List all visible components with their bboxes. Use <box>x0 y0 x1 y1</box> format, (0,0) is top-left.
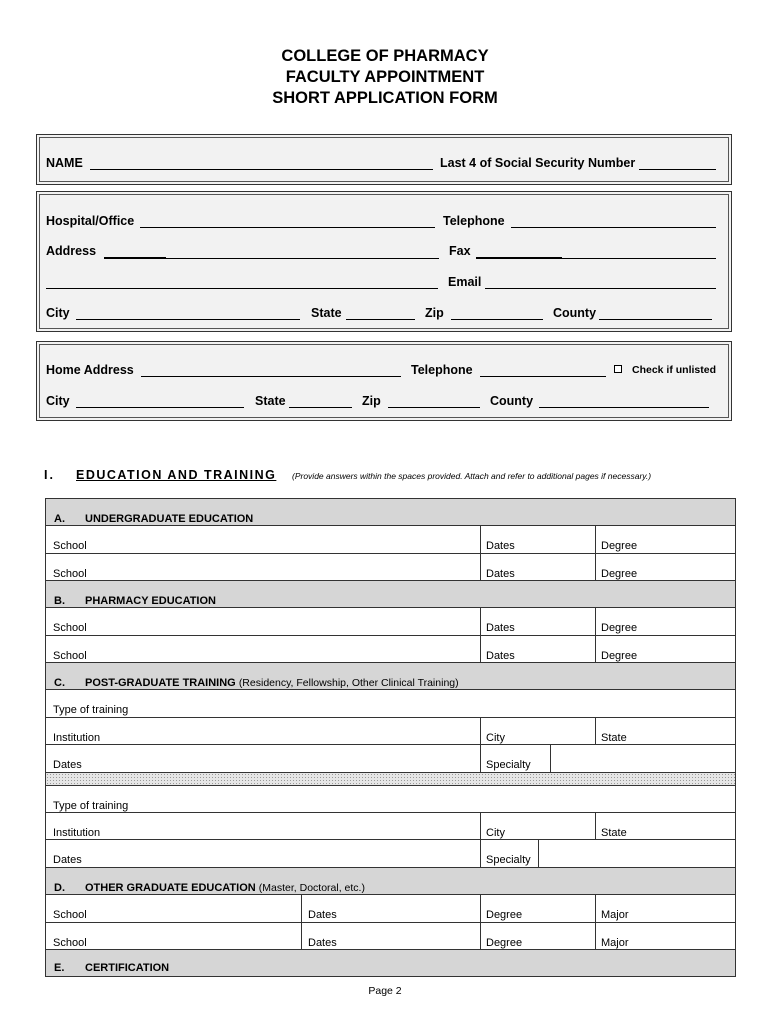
home-box <box>36 341 732 421</box>
table-row <box>46 813 735 840</box>
office-telephone-field[interactable] <box>511 227 716 228</box>
home-telephone-label: Telephone <box>411 363 473 377</box>
home-county-label: County <box>490 394 534 408</box>
home-city-label: City <box>46 394 70 408</box>
fax-field[interactable] <box>562 258 716 259</box>
office-zip-field[interactable] <box>451 319 543 320</box>
specialty-field[interactable]: Specialty <box>486 759 531 771</box>
email-field[interactable] <box>485 288 716 289</box>
office-state-field[interactable] <box>346 319 415 320</box>
school-field[interactable]: School <box>53 650 87 662</box>
section-note: (Provide answers within the spaces provided. Attach and refer to additional pages if necessary.) <box>292 471 652 481</box>
institution-field[interactable]: Institution <box>53 827 101 839</box>
home-state-label: State <box>255 394 286 408</box>
separator-bar <box>46 773 735 786</box>
section-e-title: E. CERTIFICATION <box>54 962 170 974</box>
home-city-field[interactable] <box>76 407 244 408</box>
address-line-2-field[interactable] <box>46 288 438 289</box>
dates-field[interactable]: Dates <box>53 854 82 866</box>
form-title <box>0 46 770 109</box>
state-field[interactable]: State <box>601 732 627 744</box>
degree-field[interactable]: Degree <box>486 909 523 921</box>
school-field[interactable]: School <box>53 937 87 949</box>
school-field[interactable]: School <box>53 568 87 580</box>
dates-field[interactable]: Dates <box>486 650 515 662</box>
table-row <box>46 636 735 663</box>
name-field[interactable] <box>90 169 433 170</box>
school-field[interactable]: School <box>53 540 87 552</box>
email-label: Email <box>448 275 482 289</box>
major-field[interactable]: Major <box>601 909 629 921</box>
table-row <box>46 554 735 581</box>
education-table <box>45 498 736 977</box>
section-a-header <box>46 499 735 526</box>
dates-field[interactable]: Dates <box>486 568 515 580</box>
table-row <box>46 690 735 718</box>
fax-label: Fax <box>449 244 471 258</box>
section-b-header <box>46 581 735 608</box>
office-city-label: City <box>46 306 70 320</box>
degree-field[interactable]: Degree <box>601 650 638 662</box>
degree-field[interactable]: Degree <box>601 540 638 552</box>
home-county-field[interactable] <box>539 407 709 408</box>
section-title: EDUCATION AND TRAINING <box>76 468 277 482</box>
dates-field[interactable]: Dates <box>308 909 337 921</box>
address-field-start[interactable] <box>104 257 166 259</box>
office-box <box>36 191 732 332</box>
city-field[interactable]: City <box>486 732 505 744</box>
section-d-title: D. OTHER GRADUATE EDUCATION (Master, Doctoral, etc.) <box>54 882 365 894</box>
office-telephone-label: Telephone <box>443 214 505 228</box>
ssn-label: Last 4 of Social Security Number <box>440 156 636 170</box>
home-state-field[interactable] <box>289 407 352 408</box>
degree-field[interactable]: Degree <box>486 937 523 949</box>
institution-field[interactable]: Institution <box>53 732 101 744</box>
table-row <box>46 895 735 923</box>
city-field[interactable]: City <box>486 827 505 839</box>
state-field[interactable]: State <box>601 827 627 839</box>
office-county-label: County <box>553 306 597 320</box>
table-row <box>46 718 735 745</box>
section-e-header <box>46 950 735 976</box>
home-zip-label: Zip <box>362 394 381 408</box>
major-field[interactable]: Major <box>601 937 629 949</box>
school-field[interactable]: School <box>53 909 87 921</box>
table-row <box>46 526 735 554</box>
home-telephone-field[interactable] <box>480 376 606 377</box>
section-b-title: B. PHARMACY EDUCATION <box>54 595 216 607</box>
table-row <box>46 840 735 868</box>
degree-field[interactable]: Degree <box>601 568 638 580</box>
type-of-training-field[interactable]: Type of training <box>53 704 129 716</box>
office-state-label: State <box>311 306 342 320</box>
table-row <box>46 923 735 950</box>
section-number: I. <box>44 468 55 482</box>
home-zip-field[interactable] <box>388 407 480 408</box>
title-line-1: COLLEGE OF PHARMACY <box>281 47 489 65</box>
section-a-title: A. UNDERGRADUATE EDUCATION <box>54 513 254 525</box>
section-c-title: C. POST-GRADUATE TRAINING (Residency, Fellowship, Other Clinical Training) <box>54 677 459 689</box>
dates-field[interactable]: Dates <box>308 937 337 949</box>
degree-field[interactable]: Degree <box>601 622 638 634</box>
page-number: Page 2 <box>368 985 402 997</box>
dates-field[interactable]: Dates <box>486 540 515 552</box>
table-row <box>46 608 735 636</box>
office-county-field[interactable] <box>599 319 712 320</box>
fax-field-start[interactable] <box>476 257 562 259</box>
home-address-field[interactable] <box>141 376 401 377</box>
dates-field[interactable]: Dates <box>53 759 82 771</box>
title-line-3: SHORT APPLICATION FORM <box>272 89 498 107</box>
type-of-training-field[interactable]: Type of training <box>53 800 129 812</box>
unlisted-checkbox[interactable] <box>614 365 622 373</box>
office-city-field[interactable] <box>76 319 300 320</box>
school-field[interactable]: School <box>53 622 87 634</box>
home-address-label: Home Address <box>46 363 134 377</box>
office-zip-label: Zip <box>425 306 444 320</box>
section-d-header <box>46 868 735 895</box>
unlisted-label: Check if unlisted <box>632 364 717 376</box>
hospital-office-label: Hospital/Office <box>46 214 135 228</box>
dates-field[interactable]: Dates <box>486 622 515 634</box>
ssn-field[interactable] <box>639 169 716 170</box>
address-field[interactable] <box>166 258 439 259</box>
section-c-header <box>46 663 735 690</box>
specialty-field[interactable]: Specialty <box>486 854 531 866</box>
hospital-office-field[interactable] <box>140 227 435 228</box>
table-row <box>46 786 735 813</box>
table-row <box>46 745 735 773</box>
address-label: Address <box>46 244 97 258</box>
name-label: NAME <box>46 156 83 170</box>
title-line-2: FACULTY APPOINTMENT <box>285 68 485 86</box>
